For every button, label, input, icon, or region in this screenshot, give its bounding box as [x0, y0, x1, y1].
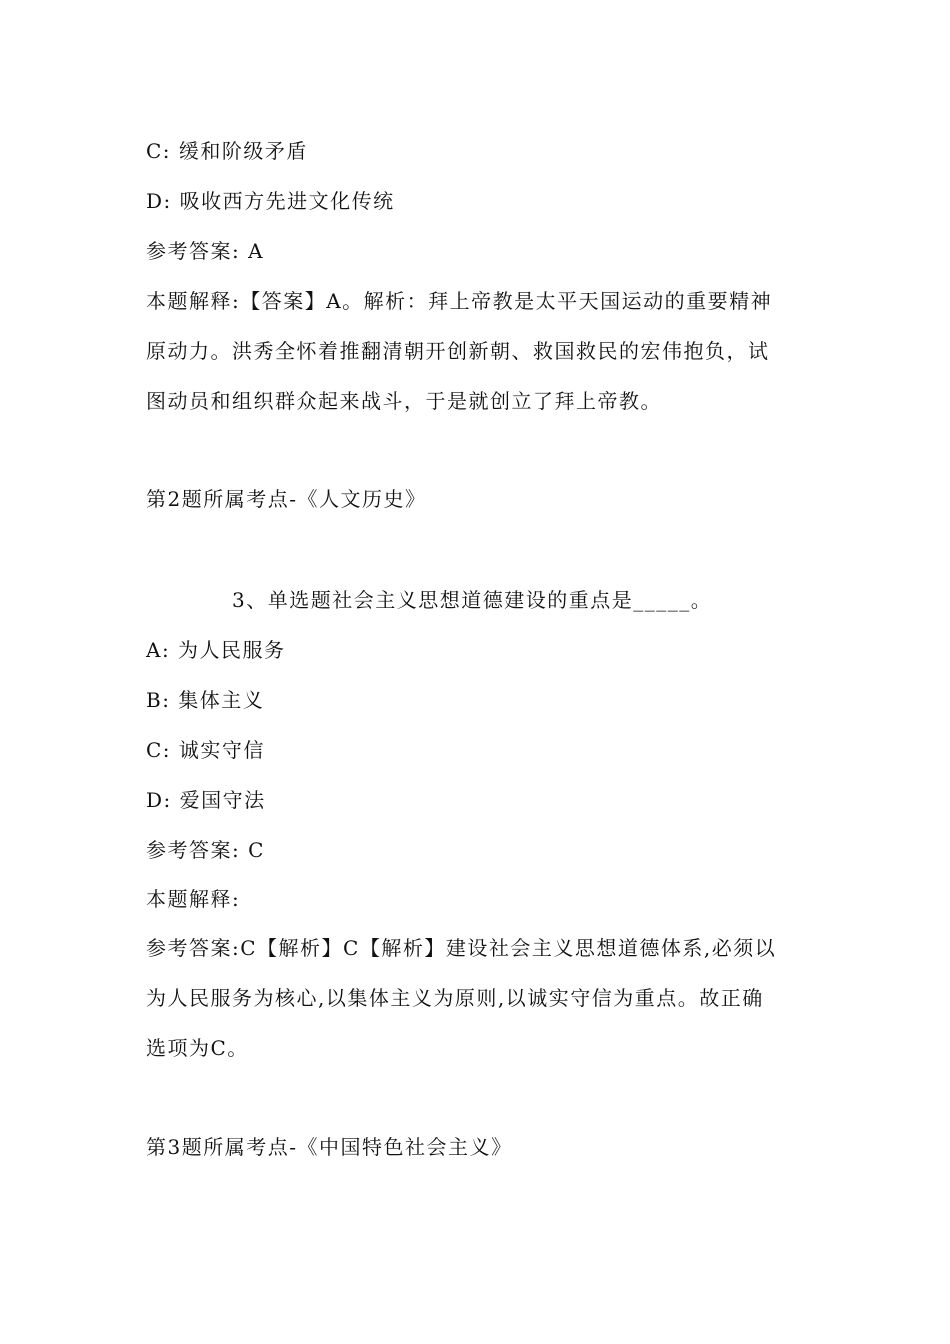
q3-explanation-label: 本题解释: — [146, 887, 241, 911]
q3-explanation-line: 为人民服务为核心,以集体主义为原则,以诚实守信为重点。故正确 — [146, 986, 764, 1010]
q2-explanation-line: 原动力。洪秀全怀着推翻清朝开创新朝、救国救民的宏伟抱负，试 — [146, 339, 770, 363]
q2-explanation-line: 本题解释:【答案】A。解析：拜上帝教是太平天国运动的重要精神 — [146, 289, 773, 313]
q2-explanation-line: 图动员和组织群众起来战斗，于是就创立了拜上帝教。 — [146, 389, 662, 413]
q2-option-c: C: 缓和阶级矛盾 — [146, 139, 308, 163]
q2-option-d: D: 吸收西方先进文化传统 — [146, 189, 395, 213]
q2-answer: 参考答案: A — [146, 239, 265, 263]
q3-answer: 参考答案: C — [146, 838, 265, 862]
q3-option-d: D: 爱国守法 — [146, 788, 266, 812]
q3-topic: 第3题所属考点-《中国特色社会主义》 — [146, 1135, 513, 1159]
q2-topic: 第2题所属考点-《人文历史》 — [146, 487, 427, 511]
q3-explanation-line: 选项为C。 — [146, 1036, 249, 1060]
q3-option-a: A: 为人民服务 — [146, 638, 286, 662]
q3-question: 3、单选题社会主义思想道德建设的重点是_____。 — [232, 588, 713, 612]
q3-option-c: C: 诚实守信 — [146, 738, 265, 762]
q3-option-b: B: 集体主义 — [146, 688, 265, 712]
q3-explanation-line: 参考答案:C【解析】C【解析】建设社会主义思想道德体系,必须以 — [146, 936, 777, 960]
